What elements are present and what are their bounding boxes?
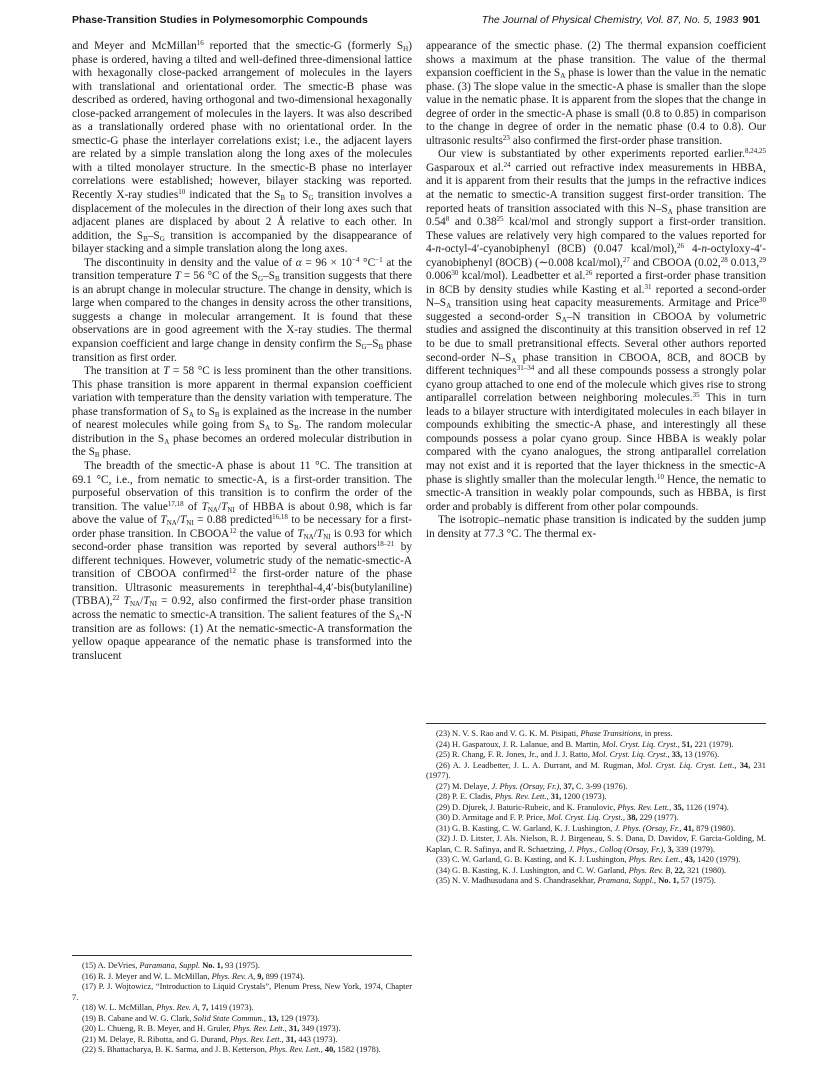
- reference-entry: (19) B. Cabane and W. G. Clark, Solid State Commun., 13, 129 (1973).: [82, 1013, 320, 1023]
- reference-entry: (31) G. B. Kasting, C. W. Garland, K. J. Lushington, J. Phys. (Orsay, Fr., 41, 879 (1980).: [436, 823, 736, 833]
- reference-entry: (22) S. Bhattacharya, B. K. Sarma, and J. B. Ketterson, Phys. Rev. Lett., 40, 1582 (1978).: [82, 1045, 381, 1054]
- reference-entry: (15) A. DeVries, Paramana, Suppl. No. 1, 93 (1975).: [82, 961, 260, 970]
- running-title: Phase-Transition Studies in Polymesomorphic Compounds: [72, 14, 368, 26]
- reference-entry: (34) G. B. Kasting, K. J. Lushington, and C. W. Garland, Phys. Rev. B, 22, 321 (1980).: [436, 865, 727, 875]
- reference-entry: (25) R. Chang, F. R. Jones, Jr., and J. J. Ratto, Mol. Cryst. Liq. Cryst., 33, 13 (1976).: [436, 750, 720, 759]
- reference-entry: (24) H. Gasparoux, J. R. Lalanue, and B. Martin, Mol. Cryst. Liq. Cryst., 51, 221 (1979).: [436, 739, 734, 749]
- reference-entry: (35) N. V. Madhusudana and S. Chandrasekhar, Pramana, Suppl., No. 1, 57 (1975).: [436, 876, 716, 885]
- reference-entry: (30) D. Armitage and F. P. Price, Mol. Cryst. Liq. Cryst., 38, 229 (1977).: [436, 813, 679, 822]
- page-number: 901: [742, 14, 760, 26]
- running-header: [72, 14, 760, 30]
- reference-entry: (27) M. Delaye, J. Phys. (Orsay, Fr.), 37, C. 3-99 (1976).: [436, 781, 628, 791]
- journal-citation: [482, 14, 760, 26]
- reference-entry: (17) P. J. Wojtowicz, “Introduction to Liquid Crystals”, Plenum Press, New York, 1974, Chapter 7.: [72, 982, 412, 1002]
- reference-entry: (26) A. J. Leadbetter, J. L. A. Durrant, and M. Rugman, Mol. Cryst. Liq. Cryst. Lett., 34, 231 (1977).: [426, 760, 766, 780]
- body-paragraph: Our view is substantiated by other experiments reported earlier.$^{8,24,25}$ Gasparoux et al.$^{24}$ carried out refractive index measurements in HBBA, and it is apparent from their results that the jumps in the refractive indices at the nematic to smectic-A transition suggest first-order transition. The reported heats of transition associated with this $N-S_A$ phase transition are 0.54$^8$ and 0.38$^{25}$ kcal/mol and strongly support a first-order transition. These values are relatively very high compared to the values reported for 4-n-octyl-4′-cyanobiphenyl (8CB) (0.047 kcal/mol),$^{26}$ 4-n-octyloxy-4′-cyanobiphenyl (8OCB) (∼0.008 kcal/mol),$^{27}$ and CBOOA (0.02,28 0.013,29 0.006$^{30}$ kcal/mol). Leadbetter et al.$^{26}$ reported a first-order phase transition in 8CB by density studies while Kasting et al.$^{31}$ reported a second-order $N-S_A$ transition using heat capacity measurements. Armitage and Price$^{30}$ suggested a second-order $S_A-N$ transition in CBOOA by volumetric studies and assigned the discontinuity at this transition observed in ref 12 to be due to small pretransitional effects. Several other authors reported second-order $N-S_A$ phase transition in CBOOA, 8CB, and 8OCB by different techniques$^{31-34}$ and all these compounds possess a strongly polar cyano group attached to one end of the molecule which gives rise to strong antiparallel correlation between neighboring molecules.$^{35}$ This in turn leads to a bilayer structure with interdigitated molecules in each bilayer in compounds exhibiting the smectic-A phase, and interestingly all these compounds possess a polar cyano group. Since HBBA is weakly polar compared with the cyano analogues, the strong antiparallel correlation may not exist and it is reported that the layer thickness in the smectic-A phase is slightly smaller than the molecular length.$^{10}$ Hence, the nematic to smectic-A transition in weakly polar compounds, such as HBBA, is first order and probably is different from other polar compounds.: [426, 147, 767, 513]
- body-paragraph: The transition at T = 58 °C is less prominent than the other transitions. This phase transition is more apparent in thermal expansion coefficient variation with temperature than the density variation with temperature. The phase transformation of $S_A$ to $S_B$ is explained as the increase in the number of nearest molecules while going from $S_A$ to $S_B$. The random molecular distribution in the $S_A$ phase becomes an ordered molecular distribution in the $S_B$ phase.: [72, 365, 413, 460]
- reference-entry: (32) J. D. Litster, J. Als. Nielson, R. J. Birgeneau, S. S. Dana, D. Davidov, F. Garcia-Golding, M. Kaplan, C. R. Safinya, and R. Schaetzing, J. Phys., Colloq (Orsay, Fr.), 3, 339 (1979).: [426, 834, 766, 854]
- reference-entry: (23) N. V. S. Rao and V. G. K. M. Pisipati, Phase Transitions, in press.: [436, 729, 673, 738]
- footnote-references-right: [426, 723, 766, 887]
- reference-entry: (16) R. J. Meyer and W. L. McMillan, Phys. Rev. A, 9, 899 (1974).: [82, 971, 305, 981]
- body-paragraph: The discontinuity in density and the value of $\alpha = 96 \times 10^{-4}$ $^\circ C^{-1}$ at the transition temperature T = 56 °C of the $S_G-S_B$ transition suggests that there is an abrupt change in molecular structure. The change in density, which is large when compared to the changes in density across the other transitions, suggests a change in molecular arrangement. It is found that these observations are in good agreement with the X-ray studies. The thermal expansion coefficient and large change in density confirm the $S_G-S_B$ phase transition as first order.: [72, 255, 413, 364]
- left-text-column: [72, 40, 412, 663]
- reference-entry: (29) D. Djurek, J. Baturic-Rubeic, and K. Franulovic, Phys. Rev. Lett., 35, 1126 (1974).: [436, 802, 729, 812]
- reference-entry: (33) C. W. Garland, G. B. Kasting, and K. J. Lushington, Phys. Rev. Lett., 43, 1420 (1979).: [436, 855, 741, 864]
- reference-entry: (20) L. Chueng, R. B. Meyer, and H. Gruler, Phys. Rev. Lett., 31, 349 (1973).: [82, 1024, 341, 1033]
- body-paragraph: The breadth of the smectic-A phase is about 11 °C. The transition at 69.1 °C, i.e., from nematic to smectic-A, is a first-order transition. The purposeful observation of this transition is to confirm the order of the transition. The value$^{17,18}$ of $T_{NA}/T_{NI}$ of HBBA is about 0.98, which is far above the value of $T_{NA}/T_{NI} = 0.88$ predicted$^{16,18}$ to be necessary for a first-order phase transition. In CBOOA$^{12}$ the value of $T_{NA}/T_{NI}$ is 0.93 for which second-order phase transition was reported by several authors$^{18-21}$ by different techniques. However, volumetric study of the nematic-smectic-A transition of CBOOA confirmed$^{12}$ the first-order nature of the phase transition. Ultrasonic measurements in terephthal-4,4′-bis(butylaniline) (TBBA),$^{22}$ $T_{NA}/T_{NI} = 0.92$, also confirmed the first-order phase transition across the nematic to smectic-A transition. The salient features of the $S_A-N$ transition are as follows: (1) At the nematic-smectic-A transformation the yellow opaque appearance of the nematic phase is transformed into the translucent: [72, 459, 413, 662]
- reference-entry: (21) M. Delaye, R. Ribotta, and G. Durand, Phys. Rev. Lett., 31, 443 (1973).: [82, 1034, 338, 1044]
- journal-name: The Journal of Physical Chemistry, Vol. 87, No. 5, 1983: [481, 14, 739, 26]
- body-paragraph: and Meyer and McMillan$^{16}$ reported that the smectic-G (formerly $S_H$) phase is ordered, having a tilted and well-defined three-dimensional lattice with hexagonally close-packed arrangement of molecules in the layers with translational and orientational order. The smectic-B phase was described as ordered, having orthogonal and two-dimensional hexagonally close-packed arrangement of molecules in the layers. It was also described as a translationally ordered phase with no orientational order. In the smectic-G phase the interlayer correlations exist; i.e., the adjacent layers are related by a simple translation along the long axes of the molecules with a tilted monolayer structure. In the smectic-B phase no interlayer correlations were established; however, bilayer stacking was reported. Recently X-ray studies$^{10}$ indicated that the $S_B$ to $S_G$ transition involves a displacement of the molecules in the direction of their long axes such that adjacent planes are displaced by about 2 Å relative to each other. In addition, the $S_B-S_G$ transition is accompanied by the disappearance of bilayer stacking and a simple translation along the long axes.: [72, 39, 413, 256]
- right-text-column: [426, 40, 766, 541]
- reference-entry: (28) P. E. Cladis, Phys. Rev. Lett., 31, 1200 (1973).: [436, 792, 607, 801]
- body-paragraph: The isotropic–nematic phase transition is indicated by the sudden jump in density at 77.3 °C. The thermal ex-: [426, 514, 766, 540]
- footnote-references-left: [72, 955, 412, 1056]
- reference-entry: (18) W. L. McMillan, Phys. Rev. A, 7, 1419 (1973).: [82, 1003, 254, 1012]
- body-paragraph: appearance of the smectic phase. (2) The thermal expansion coefficient shows a maximum at the phase transition. The value of the thermal expansion coefficient in the $S_A$ phase is lower than the value in the nematic phase. (3) The slope value in the smectic-A phase is smaller than the slope value in the nematic phase. It is apparent from the slopes that the change in degree of order in the smectic-A phase is small (0.8 to 0.85) in comparison to the change in degree of order in the nematic phase (0.4 to 0.8). Our ultrasonic results$^{23}$ also confirmed the first-order phase transition.: [426, 40, 766, 147]
